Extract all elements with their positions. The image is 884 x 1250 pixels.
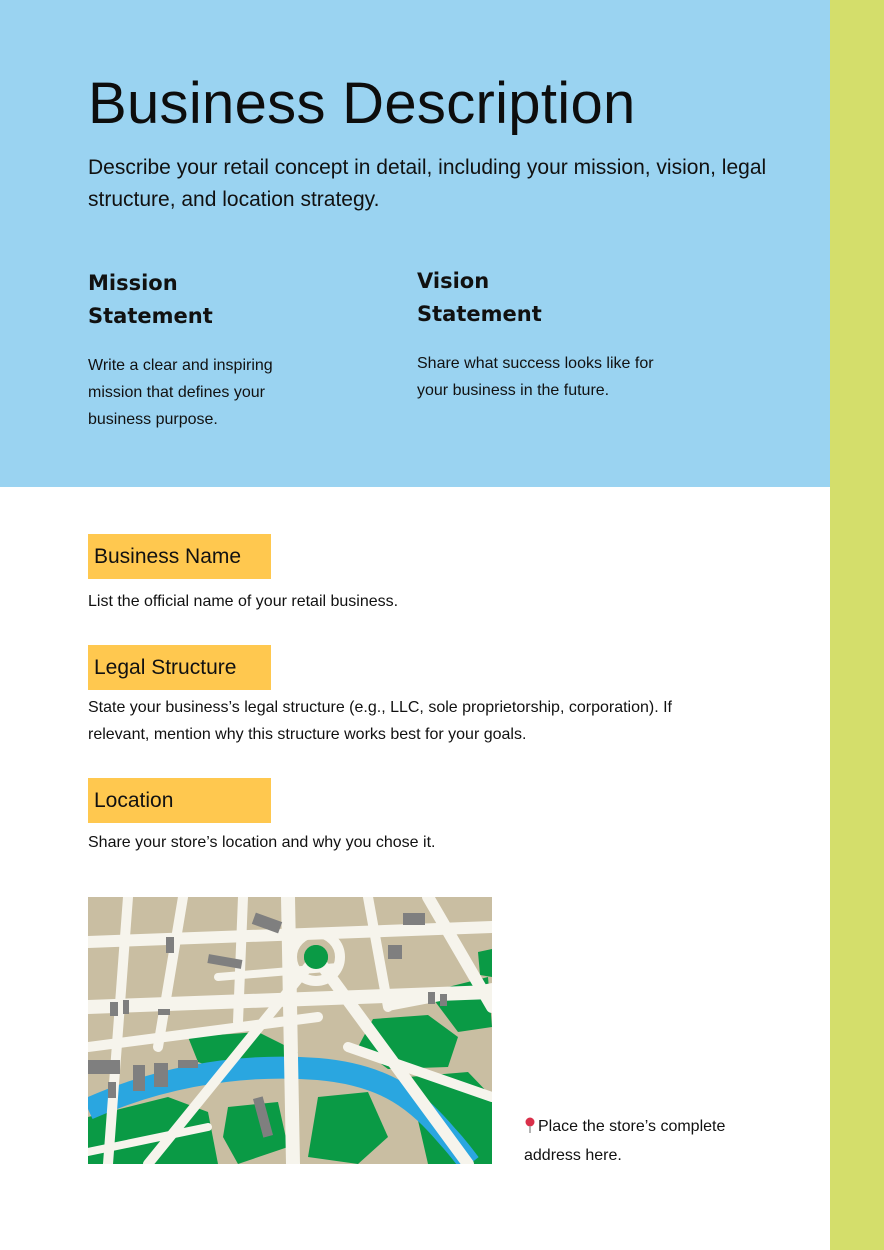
legal-structure-label-text: Legal Structure [94,655,237,679]
mission-heading: Mission Statement [88,271,213,328]
location-label [88,778,271,823]
legal-structure-text: State your business’s legal structure (e.g., LLC, sole proprietorship, corporation). If relevant, mention why this structure works best for your goals. [88,699,672,743]
legal-structure-label [88,645,271,690]
intro-text: Describe your retail concept in detail, including your mission, vision, legal structure, and location strategy. [88,156,767,211]
address-note [524,1113,754,1169]
business-name-text: List the official name of your retail business. [88,593,399,610]
vision-heading: Vision Statement [417,269,542,326]
mission-text: Write a clear and inspiring mission that defines your business purpose. [88,357,273,428]
business-name-label-text: Business Name [94,544,242,568]
side-accent-bar [830,0,884,1250]
address-text: Place the store’s complete address here. [524,1118,726,1164]
page-title: Business Description [88,71,636,136]
location-text: Share your store’s location and why you chose it. [88,834,436,851]
business-name-label [88,534,271,579]
vision-text: Share what success looks like for your business in the future. [417,355,654,399]
map-pin-icon [524,1115,536,1142]
location-label-text: Location [94,788,174,812]
city-map-illustration [88,897,492,1164]
